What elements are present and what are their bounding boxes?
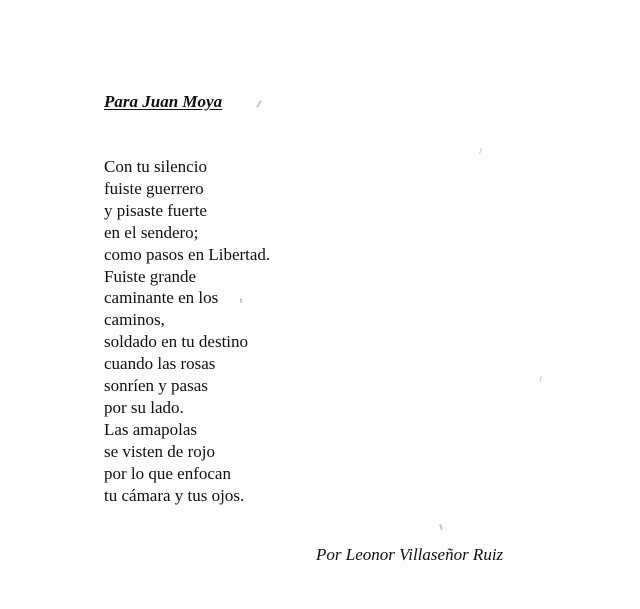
scan-speck: [439, 524, 443, 530]
poem-line: cuando las rosas: [104, 354, 216, 374]
poem-line: por lo que enfocan: [104, 463, 231, 483]
scan-speck: [539, 376, 542, 382]
poem-line: como pasos en Libertad.: [104, 244, 271, 264]
poem-line: se visten de rojo: [104, 441, 215, 461]
poem-title: Para Juan Moya: [104, 92, 223, 111]
scan-speck: [479, 148, 482, 154]
poem-body: [104, 156, 270, 507]
poem-line: Fuiste grande: [104, 266, 197, 286]
scan-speck: [256, 100, 262, 108]
poem-line: Con tu silencio: [104, 157, 207, 176]
poem-line: caminante en los: [104, 288, 219, 308]
poem-line: en el sendero;: [104, 222, 199, 242]
poem-line: Las amapolas: [104, 419, 197, 439]
poem-line: tu cámara y tus ojos.: [104, 485, 245, 505]
author-signature: Por Leonor Villaseñor Ruiz: [316, 545, 504, 564]
poem-line: por su lado.: [104, 397, 184, 417]
poem-line: sonríen y pasas: [104, 376, 208, 396]
poem-line: y pisaste fuerte: [104, 200, 207, 220]
poem-line: caminos,: [104, 310, 165, 330]
poem-line: soldado en tu destino: [104, 332, 249, 352]
poem-line: fuiste guerrero: [104, 178, 204, 198]
